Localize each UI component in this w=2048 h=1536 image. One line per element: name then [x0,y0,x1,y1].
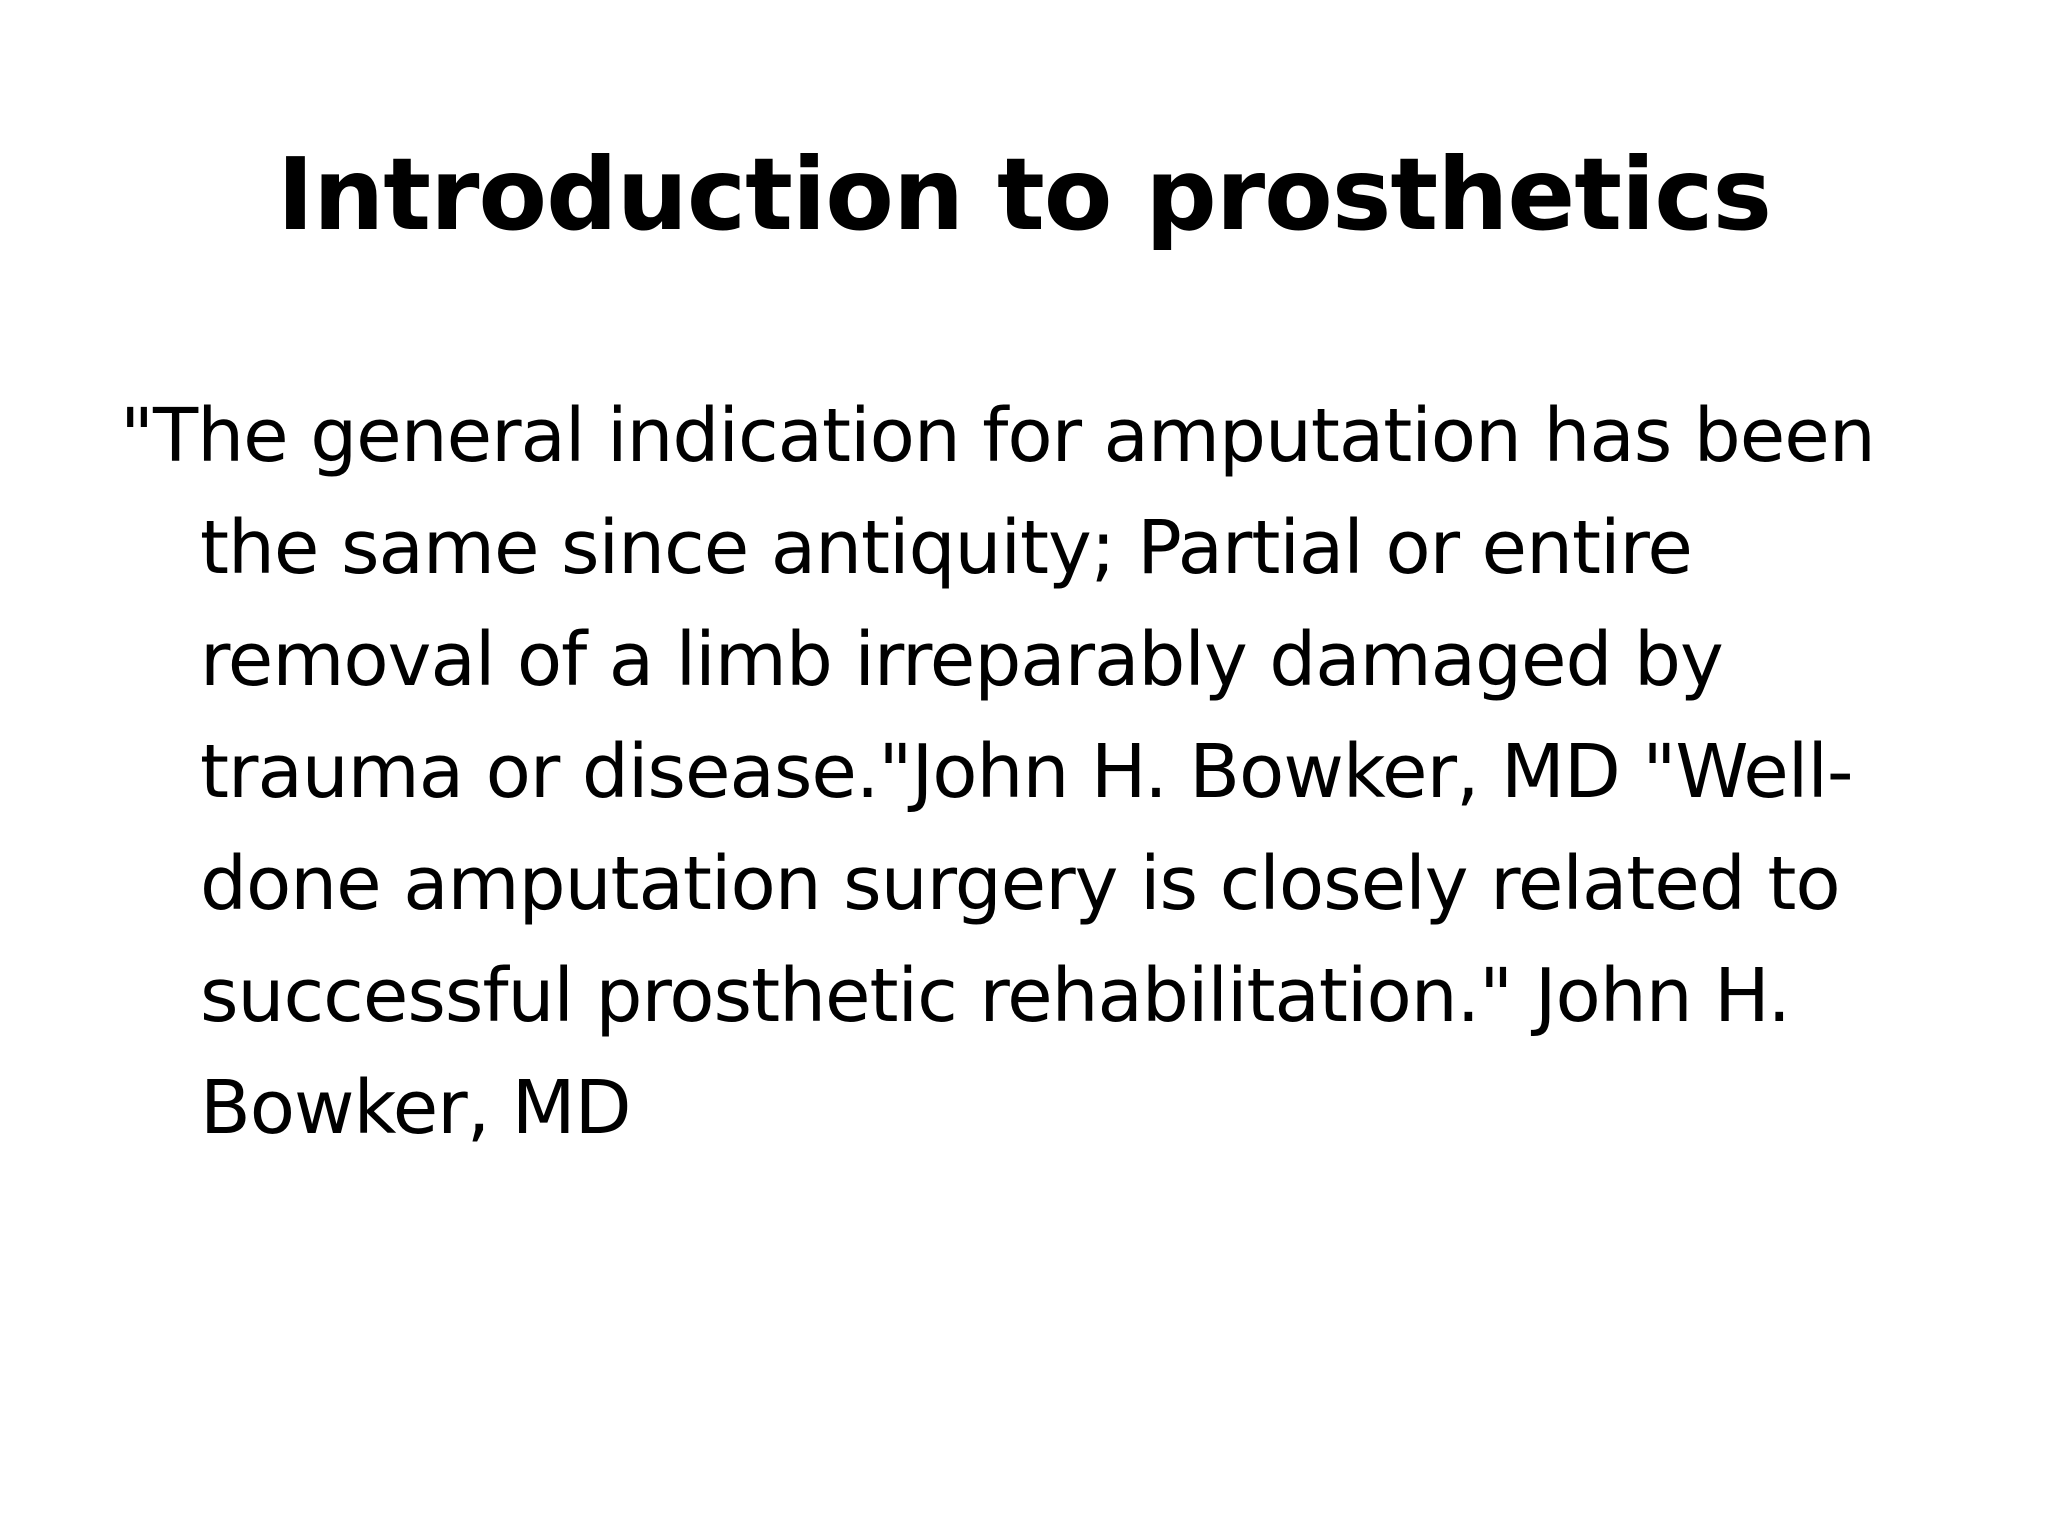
slide-body [120,380,1950,1164]
slide-title: Introduction to prosthetics [276,136,1772,253]
quote-paragraph: "The general indication for amputation has been the same since antiquity; Partial or entire removal of a limb irreparably damaged by trauma or disease."John H. Bowker, MD "Well-done amputation surgery is closely related to successful prosthetic rehabilitation." John H. Bowker, MD [120,393,1875,1151]
